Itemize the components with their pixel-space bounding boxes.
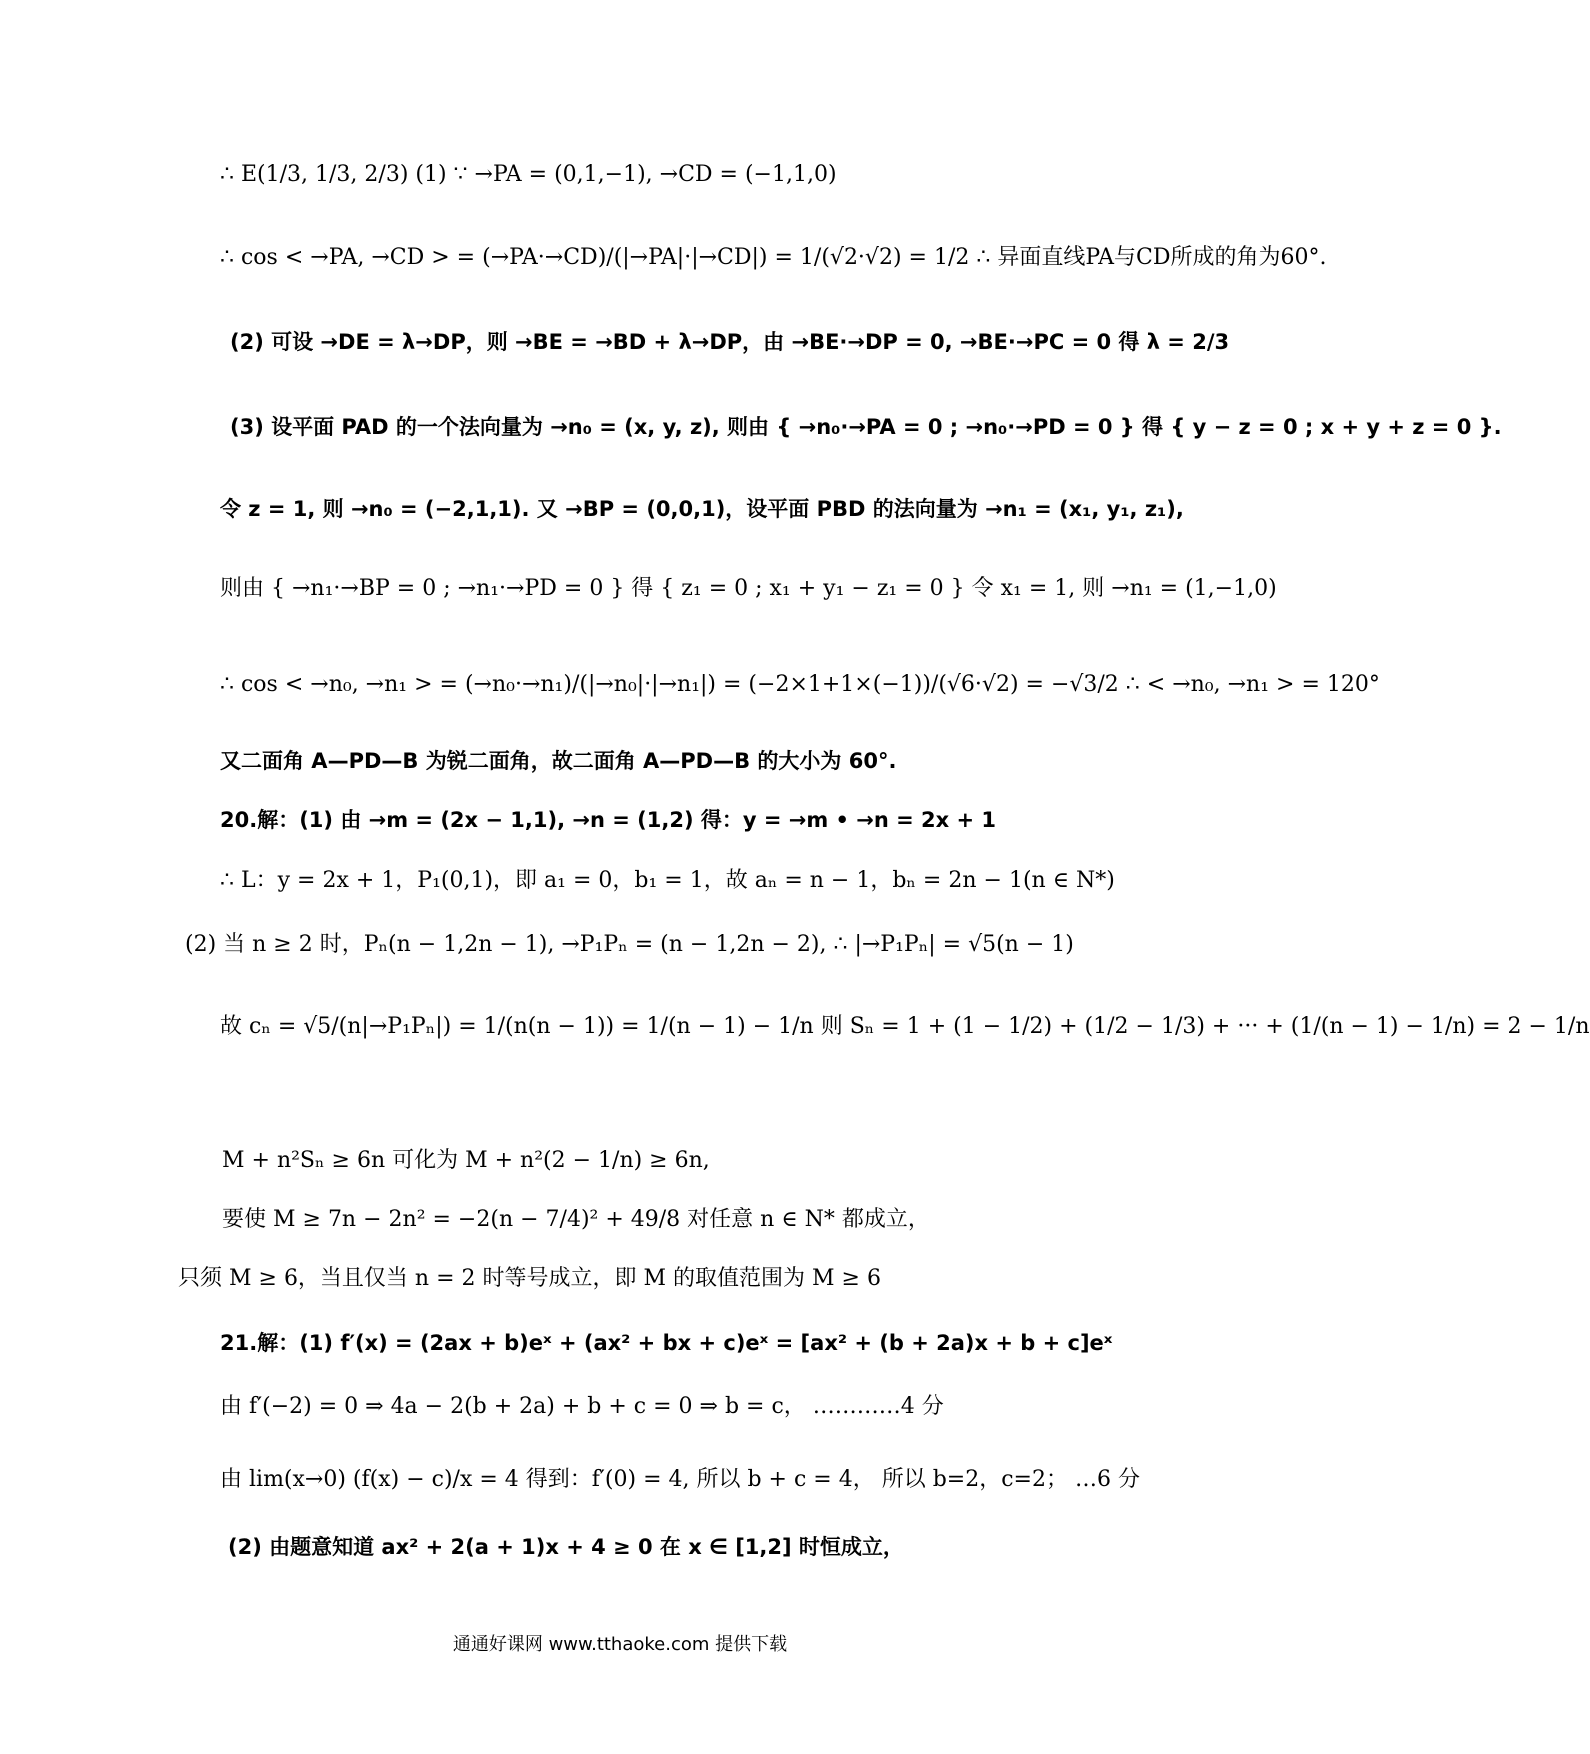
text-line: 21.解：(1) f′(x) = (2ax + b)eˣ + (ax² + bx + c)eˣ = [ax² + (b + 2a)x + b + c]eˣ	[220, 1331, 1113, 1355]
text-line: (2) 由题意知道 ax² + 2(a + 1)x + 4 ≥ 0 在 x ∈ [1,2] 时恒成立，	[228, 1535, 904, 1559]
text-line: 由 lim(x→0) (f(x) − c)/x = 4 得到：f′(0) = 4, 所以 b + c = 4， 所以 b=2，c=2； …6 分	[220, 1467, 1140, 1492]
text-line: ∴ L：y = 2x + 1，P₁(0,1)，即 a₁ = 0，b₁ = 1，故 aₙ = n − 1，bₙ = 2n − 1(n ∈ N*)	[220, 868, 1115, 893]
text-line: (2) 可设 →DE = λ→DP，则 →BE = →BD + λ→DP，由 →BE·→DP = 0, →BE·→PC = 0 得 λ = 2/3	[230, 330, 1230, 354]
text-line: 要使 M ≥ 7n − 2n² = −2(n − 7/4)² + 49/8 对任意 n ∈ N* 都成立，	[222, 1207, 930, 1232]
text-line: 令 z = 1, 则 →n₀ = (−2,1,1). 又 →BP = (0,0,1)，设平面 PBD 的法向量为 →n₁ = (x₁, y₁, z₁),	[220, 497, 1184, 521]
text-line: 又二面角 A—PD—B 为锐二面角，故二面角 A—PD—B 的大小为 60°.	[220, 749, 897, 773]
text-line: ∴ cos < →n₀, →n₁ > = (→n₀·→n₁)/(|→n₀|·|→n₁|) = (−2×1+1×(−1))/(√6·√2) = −√3/2 ∴ < →n₀, →n₁ > = 120°	[220, 672, 1380, 697]
text-line: 只须 M ≥ 6，当且仅当 n = 2 时等号成立，即 M 的取值范围为 M ≥ 6	[178, 1266, 881, 1291]
text-line: 由 f′(−2) = 0 ⇒ 4a − 2(b + 2a) + b + c = 0 ⇒ b = c， …………4 分	[220, 1394, 944, 1419]
text-line: 故 cₙ = √5/(n|→P₁Pₙ|) = 1/(n(n − 1)) = 1/(n − 1) − 1/n 则 Sₙ = 1 + (1 − 1/2) + (1/2 − 1/3) + ··· + (1/(n − 1) − 1/n) = 2 − 1/n	[220, 1014, 1590, 1039]
text-line: 20.解：(1) 由 →m = (2x − 1,1), →n = (1,2) 得：y = →m • →n = 2x + 1	[220, 808, 997, 832]
text-line: (3) 设平面 PAD 的一个法向量为 →n₀ = (x, y, z), 则由 { →n₀·→PA = 0 ; →n₀·→PD = 0 } 得 { y − z = 0 ; x + y + z = 0 }.	[230, 415, 1502, 439]
text-line: 则由 { →n₁·→BP = 0 ; →n₁·→PD = 0 } 得 { z₁ = 0 ; x₁ + y₁ − z₁ = 0 } 令 x₁ = 1, 则 →n₁ = (1,−1,0)	[220, 576, 1277, 601]
footer-credit: 通通好课网 www.tthaoke.com 提供下载	[452, 1634, 788, 1655]
text-line: M + n²Sₙ ≥ 6n 可化为 M + n²(2 − 1/n) ≥ 6n,	[222, 1148, 710, 1173]
text-line: (2) 当 n ≥ 2 时，Pₙ(n − 1,2n − 1), →P₁Pₙ = (n − 1,2n − 2), ∴ |→P₁Pₙ| = √5(n − 1)	[185, 932, 1074, 957]
text-line: ∴ cos < →PA, →CD > = (→PA·→CD)/(|→PA|·|→CD|) = 1/(√2·√2) = 1/2 ∴ 异面直线PA与CD所成的角为60°.	[220, 245, 1327, 270]
text-line: ∴ E(1/3, 1/3, 2/3) (1) ∵ →PA = (0,1,−1), →CD = (−1,1,0)	[220, 162, 837, 187]
